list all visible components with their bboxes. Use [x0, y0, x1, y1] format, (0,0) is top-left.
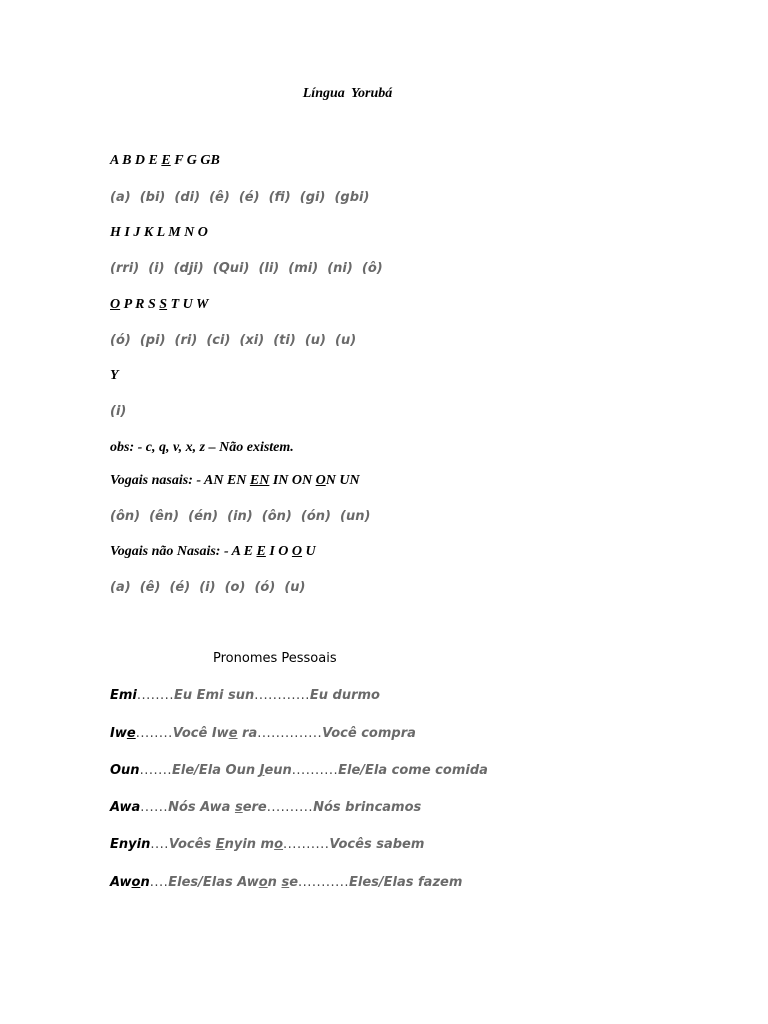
underlined-text: J	[259, 763, 265, 778]
underlined-text: E	[215, 837, 225, 852]
line-text: Awa	[110, 800, 141, 815]
underlined-text: e	[228, 726, 238, 741]
line-text: Eles/Elas fazem	[349, 875, 463, 890]
pronunciation-line	[110, 333, 356, 348]
line-text: ..........	[291, 763, 339, 778]
line-text: Vocês	[168, 837, 216, 852]
pronunciation-line	[110, 509, 370, 524]
underlined-text: o	[131, 875, 141, 890]
line-text: Você compra	[322, 726, 416, 741]
line-text: IN ON	[269, 473, 316, 488]
line-text: Eles/Elas Aw	[168, 875, 259, 890]
line-text: Vogais nasais: - AN EN	[110, 473, 250, 488]
line-text: I O	[265, 544, 292, 559]
pronoun-line	[110, 688, 380, 703]
pronoun-line	[110, 875, 462, 890]
line-text: (a) (bi) (di) (ê) (é) (fi) (gi) (gbi)	[110, 190, 370, 205]
line-text: ..........	[266, 800, 314, 815]
line-text: (i)	[110, 404, 127, 419]
pronoun-line	[110, 837, 424, 852]
pronoun-line	[110, 726, 416, 741]
underlined-text: o	[258, 875, 268, 890]
line-text: (a) (ê) (é) (i) (o) (ó) (u)	[110, 580, 306, 595]
line-text: T U W	[167, 297, 209, 312]
line-text: A B D E	[110, 153, 162, 168]
line-text: ..............	[257, 726, 323, 741]
line-text: obs: - c, q, v, x, z – Não existem.	[110, 440, 294, 455]
line-text: Aw	[110, 875, 132, 890]
line-text: Você Iw	[172, 726, 229, 741]
line-text: ....	[149, 875, 169, 890]
underlined-text: EN	[249, 473, 270, 488]
line-text: nyin m	[224, 837, 275, 852]
line-text: ........	[136, 688, 174, 703]
letters-line	[110, 153, 220, 169]
page-title: Língua Yorubá	[302, 86, 393, 101]
underlined-text: o	[274, 837, 284, 852]
line-text: Ele/Ela Oun	[172, 763, 260, 778]
line-text: e	[289, 875, 299, 890]
line-text: Vogais não Nasais: - A E	[110, 544, 257, 559]
line-text: ere	[242, 800, 267, 815]
line-text: Ele/Ela come comida	[338, 763, 488, 778]
line-text: Oun	[110, 763, 140, 778]
underlined-text: e	[126, 726, 136, 741]
pronoun-line	[110, 763, 488, 778]
line-text: F G GB	[170, 153, 220, 168]
pronunciation-line	[110, 404, 126, 419]
pronouns-heading: Pronomes Pessoais	[213, 651, 337, 666]
underlined-text: s	[281, 875, 290, 890]
letters-line	[110, 225, 208, 241]
line-text: ..........	[283, 837, 330, 852]
line-text: .......	[139, 763, 172, 778]
line-text: eun	[264, 763, 292, 778]
underlined-text: O	[315, 473, 326, 488]
line-text: ............	[254, 688, 310, 703]
underlined-text: E	[161, 153, 171, 168]
line-text: Nós Awa	[168, 800, 235, 815]
line-text: ......	[140, 800, 169, 815]
line-text: ...........	[298, 875, 349, 890]
line-text: Iw	[110, 726, 127, 741]
line-text: (ôn) (ên) (én) (in) (ôn) (ón) (un)	[110, 509, 371, 524]
underlined-text: s	[234, 800, 243, 815]
line-text: Eu Emi sun	[173, 688, 255, 703]
letters-line	[110, 544, 316, 560]
line-text: Enyin	[110, 837, 151, 852]
underlined-text: O	[291, 544, 303, 559]
line-text: ....	[150, 837, 169, 852]
pronunciation-line	[110, 190, 369, 205]
line-text: H I J K L M N O	[110, 225, 208, 240]
pronoun-line	[110, 800, 421, 815]
letters-line	[110, 297, 208, 313]
letters-line	[110, 368, 119, 384]
line-text: Emi	[110, 688, 137, 703]
line-text: (rri) (i) (dji) (Qui) (li) (mi) (ni) (ô)	[110, 261, 383, 276]
pronunciation-line	[110, 580, 305, 595]
underlined-text: O	[110, 297, 121, 312]
underlined-text: E	[256, 544, 266, 559]
line-text: n	[140, 875, 150, 890]
underlined-text: S	[159, 297, 168, 312]
line-text: ra	[237, 726, 258, 741]
line-text: Y	[110, 368, 119, 383]
line-text: P R S	[120, 297, 160, 312]
letters-line	[110, 440, 294, 456]
pronunciation-line	[110, 261, 383, 276]
line-text: n	[267, 875, 282, 890]
line-text: N UN	[325, 473, 360, 488]
line-text: Eu durmo	[309, 688, 380, 703]
line-text: Nós brincamos	[313, 800, 422, 815]
letters-line	[110, 473, 360, 489]
line-text: (ó) (pi) (ri) (ci) (xi) (ti) (u) (u)	[110, 333, 357, 348]
line-text: ........	[135, 726, 173, 741]
line-text: Vocês sabem	[329, 837, 425, 852]
line-text: U	[302, 544, 316, 559]
